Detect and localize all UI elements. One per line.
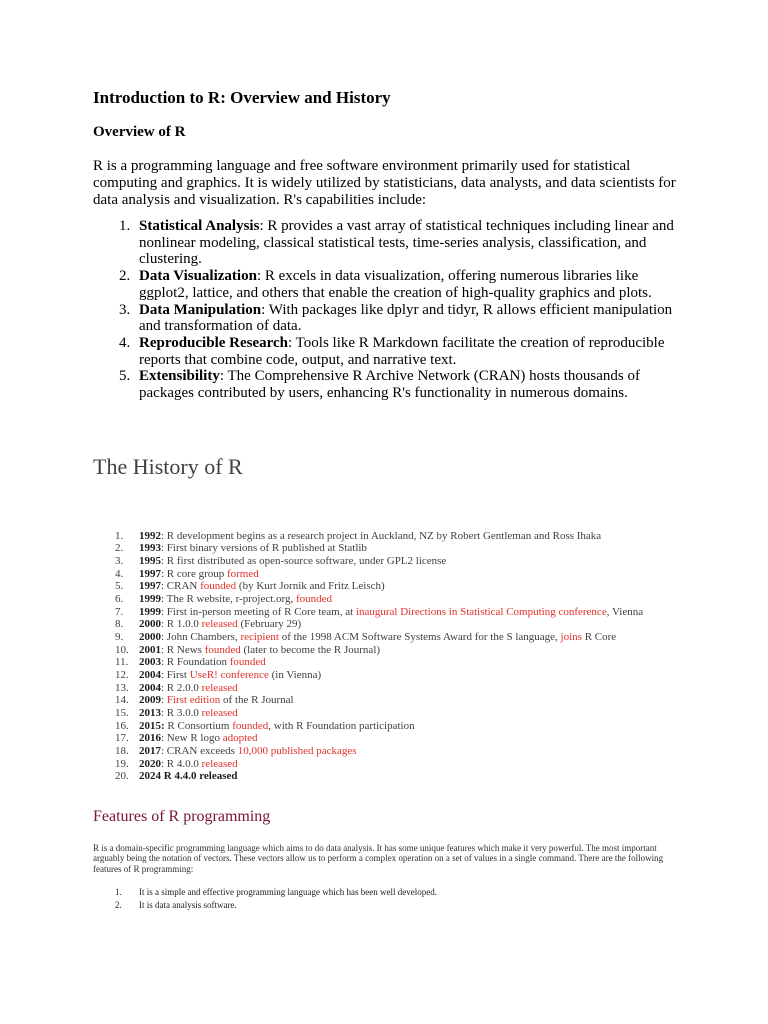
history-text: : R first distributed as open-source software, under GPL2 license xyxy=(161,555,447,568)
history-item: 7. 1999 : First in-person meeting of R Core team, at inaugural Directions in Statistical Computing conference , Vienna xyxy=(115,605,644,618)
history-text: : R 4.0.0 xyxy=(161,757,202,770)
capability-term: Statistical Analysis xyxy=(139,218,260,234)
history-text: of the R Journal xyxy=(220,694,294,707)
history-text: , Vienna xyxy=(606,605,644,618)
capability-term: Data Visualization xyxy=(139,268,257,285)
capability-term: Reproducible Research xyxy=(139,334,289,351)
history-item: 14. 2009 : First edition of the R Journal xyxy=(115,694,294,707)
history-link[interactable]: released xyxy=(201,681,238,694)
list-item: 5. Extensibility: The Comprehensive R Archive Network (CRAN) hosts thousands of packages contributed by users, enhancing R's functionality in numerous domains. xyxy=(119,368,640,402)
history-item: 18. 2017 : CRAN exceeds 10,000 published packages xyxy=(115,744,357,757)
history-text: : First in-person meeting of R Core team, at xyxy=(161,605,356,618)
history-item: 5. 1997 : CRAN founded (by Kurt Jornik and Fritz Leisch) xyxy=(115,580,385,593)
history-item: 20. 2024 R 4.4.0 released xyxy=(115,770,238,783)
history-item: 17. 2016 : New R logo adopted xyxy=(115,732,258,745)
history-text: : CRAN exceeds xyxy=(161,744,238,757)
history-year: 2000 xyxy=(139,630,161,643)
history-link[interactable]: founded xyxy=(296,593,333,606)
history-text: (February 29) xyxy=(237,618,302,631)
history-item: 12. 2004 : First UseR! conference (in Vienna) xyxy=(115,668,322,681)
history-year: 2013 xyxy=(139,706,161,719)
history-year: 2004 xyxy=(139,681,161,694)
list-item: 1. Statistical Analysis: R provides a vast array of statistical techniques including linear and nonlinear modeling, classical statistical tests, time-series analysis, classification, and clustering. xyxy=(119,218,674,268)
history-item: 3. 1995 : R first distributed as open-source software, under GPL2 license xyxy=(115,555,447,568)
history-text: of the 1998 ACM Software Systems Award for the S language, xyxy=(278,630,561,643)
list-item: 4. Reproducible Research: Tools like R Markdown facilitate the creation of reproducible reports that combine code, output, and narrative text. xyxy=(119,334,665,368)
history-year: 2001 xyxy=(139,643,161,656)
history-year: 1997 xyxy=(139,580,161,593)
history-text: : The R website, r-project.org, xyxy=(161,593,297,606)
intro-paragraph: R is a programming language and free software environment primarily used for statistical computing and graphics. It is widely utilized by statisticians, data analysts, and data scientists for data analysis and visualization. R's capabilities include: xyxy=(93,158,676,208)
history-text: : First xyxy=(161,668,190,681)
capabilities-list xyxy=(93,218,683,402)
history-text: R Consortium xyxy=(164,719,233,732)
features-intro-paragraph: R is a domain-specific programming language which aims to do data analysis. It has some unique features which make it very powerful. The most important arguably being the notation of vectors. These vectors allow us to perform a complex operation on a set of values in a single command. There are the following features of R programming: xyxy=(93,842,664,874)
history-text: : xyxy=(161,694,167,707)
history-link[interactable]: released xyxy=(201,757,238,770)
history-item: 10. 2001 : R News founded (later to become the R Journal) xyxy=(115,643,381,656)
history-text: : R 3.0.0 xyxy=(161,706,202,719)
history-link[interactable]: formed xyxy=(226,567,259,580)
history-text: : R News xyxy=(161,643,205,656)
history-item: 8. 2000 : R 1.0.0 released (February 29) xyxy=(115,618,302,631)
history-link[interactable]: First edition xyxy=(166,694,221,707)
history-text: : John Chambers, xyxy=(161,630,241,643)
document-page xyxy=(93,88,683,912)
history-item: 4. 1997 : R core group formed xyxy=(115,567,259,580)
history-text: , with R Foundation participation xyxy=(268,719,415,732)
history-year: 2004 xyxy=(139,668,161,681)
features-heading: Features of R programming xyxy=(93,807,271,825)
history-text: R Core xyxy=(581,630,617,643)
history-text: : CRAN xyxy=(161,580,201,593)
history-year: 1995 xyxy=(139,555,161,568)
history-year: 1997 xyxy=(139,567,161,580)
history-link[interactable]: founded xyxy=(232,719,269,732)
history-link[interactable]: joins xyxy=(560,630,582,643)
history-text: : New R logo xyxy=(161,732,223,745)
history-link[interactable]: recipient xyxy=(240,630,279,643)
history-link[interactable]: founded xyxy=(204,643,241,656)
list-item: 3. Data Manipulation: With packages like dplyr and tidyr, R allows efficient manipulation and transformation of data. xyxy=(119,301,673,335)
history-year: 1999 xyxy=(139,605,161,618)
history-text: : R development begins as a research project in Auckland, NZ by Robert Gentleman and Ross Ihaka xyxy=(161,529,602,542)
capability-term: Extensibility xyxy=(139,368,220,385)
history-text: : R Foundation xyxy=(161,656,230,669)
history-item: 9. 2000 : John Chambers, recipient of the 1998 ACM Software Systems Award for the S language, joins R Core xyxy=(115,630,617,643)
list-item: 1. It is a simple and effective programming language which has been well developed. xyxy=(115,887,437,898)
history-link[interactable]: adopted xyxy=(222,732,258,745)
history-item: 2. 1993 : First binary versions of R published at Statlib xyxy=(115,542,367,555)
history-year: 1992 xyxy=(139,529,161,542)
history-link[interactable]: founded xyxy=(229,656,266,669)
overview-heading: Overview of R xyxy=(93,124,186,140)
history-year: 2003 xyxy=(139,656,161,669)
history-item: 6. 1999 : The R website, r-project.org, founded xyxy=(115,593,333,606)
history-year: 2024 R 4.4.0 released xyxy=(139,770,238,783)
history-text: : R 1.0.0 xyxy=(161,618,202,631)
history-text: (later to become the R Journal) xyxy=(240,643,381,656)
history-timeline-list xyxy=(93,530,683,783)
history-link[interactable]: UseR! conference xyxy=(189,668,269,681)
history-item: 16. 2015: R Consortium founded , with R Foundation participation xyxy=(115,719,415,732)
history-text: : First binary versions of R published at Statlib xyxy=(161,542,367,555)
document-title: Introduction to R: Overview and History xyxy=(93,88,391,107)
history-link[interactable]: released xyxy=(201,706,238,719)
history-year: 2020 xyxy=(139,757,161,770)
history-link[interactable]: inaugural Directions in Statistical Computing conference xyxy=(355,605,607,618)
history-text: : R 2.0.0 xyxy=(161,681,202,694)
history-link[interactable]: founded xyxy=(200,580,237,593)
history-year: 2016 xyxy=(139,732,161,745)
history-item: 11. 2003 : R Foundation founded xyxy=(115,656,266,669)
history-text: : R core group xyxy=(161,567,227,580)
list-item: 2. Data Visualization: R excels in data visualization, offering numerous libraries like ggplot2, lattice, and others that enable the creation of high-quality graphics and plots. xyxy=(119,268,652,301)
history-year: 2009 xyxy=(139,694,161,707)
history-text: (in Vienna) xyxy=(268,668,322,681)
history-item: 15. 2013 : R 3.0.0 released xyxy=(115,706,238,719)
history-year: 1999 xyxy=(139,593,161,606)
history-year: 2017 xyxy=(139,744,161,757)
history-item: 13. 2004 : R 2.0.0 released xyxy=(115,681,238,694)
history-text: (by Kurt Jornik and Fritz Leisch) xyxy=(236,580,385,593)
history-year: 2015: xyxy=(139,719,165,732)
history-link[interactable]: 10,000 published packages xyxy=(237,744,357,757)
list-item: 2. It is data analysis software. xyxy=(115,900,237,911)
features-list xyxy=(93,886,683,912)
history-link[interactable]: released xyxy=(201,618,238,631)
history-year: 2000 xyxy=(139,618,161,631)
history-heading: The History of R xyxy=(93,453,243,479)
history-year: 1993 xyxy=(139,542,161,555)
history-item: 1. 1992 : R development begins as a research project in Auckland, NZ by Robert Gentleman and Ross Ihaka xyxy=(115,529,602,542)
history-item: 19. 2020 : R 4.0.0 released xyxy=(115,757,238,770)
capability-term: Data Manipulation xyxy=(139,301,262,318)
